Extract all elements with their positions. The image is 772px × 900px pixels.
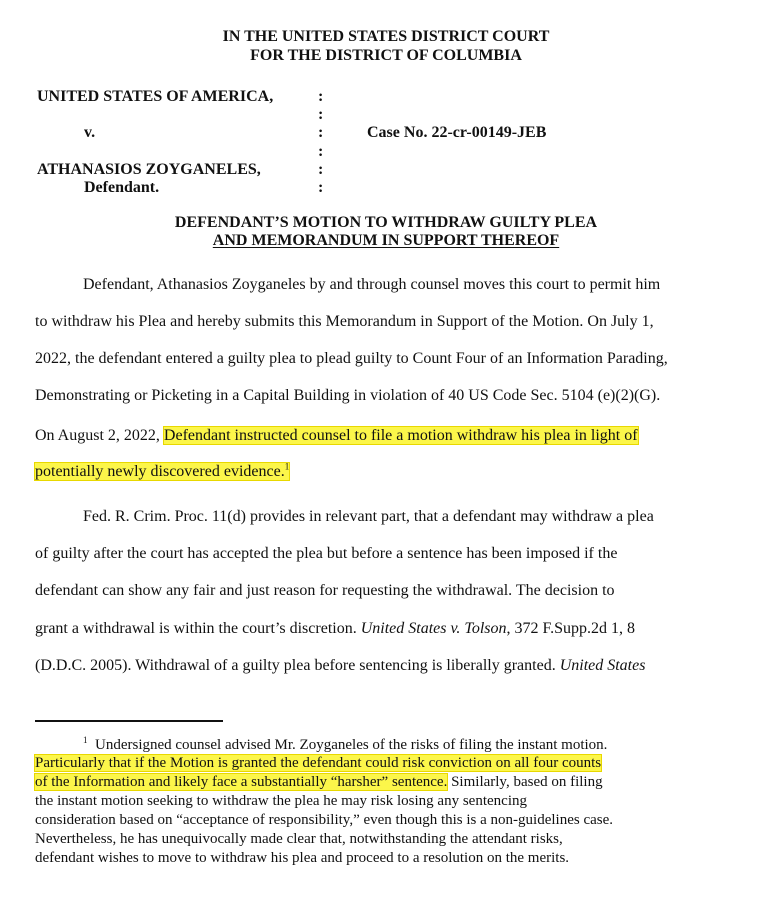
court-name-line2: FOR THE DISTRICT OF COLUMBIA [250, 47, 522, 64]
plaintiff-name: UNITED STATES OF AMERICA, [37, 88, 274, 105]
footnote-number: 1 [83, 735, 88, 745]
motion-title-line1: DEFENDANT’S MOTION TO WITHDRAW GUILTY PLEA [174, 214, 598, 231]
caption-colon: : [318, 161, 324, 178]
highlighted-text [35, 463, 289, 480]
defendant-role: Defendant. [84, 179, 160, 196]
case-citation: United States [559, 657, 646, 674]
caption-colon: : [318, 179, 324, 196]
defendant-name: ATHANASIOS ZOYGANELES, [37, 161, 261, 178]
footnote-line4: the instant motion seeking to withdraw the plea he may risk losing any sentencing [35, 793, 527, 809]
footnote-line7: defendant wishes to move to withdraw his plea and proceed to a resolution on the merits. [35, 850, 570, 866]
footnote-line2 [35, 755, 601, 772]
footnote-line1-text: Undersigned counsel advised Mr. Zoyganeles of the risks of filing the instant motion. [95, 737, 608, 753]
footnote-line3-text: Similarly, based on filing [447, 774, 603, 790]
paragraph2-line3: defendant can show any fair and just reason for requesting the withdrawal. The decision to [35, 582, 615, 599]
paragraph2-line4 [35, 620, 635, 638]
paragraph1-line1: Defendant, Athanasios Zoyganeles by and through counsel moves this court to permit him [83, 276, 661, 293]
paragraph1-line2: to withdraw his Plea and hereby submits this Memorandum in Support of the Motion. On July 1, [35, 313, 654, 330]
paragraph2-line1: Fed. R. Crim. Proc. 11(d) provides in relevant part, that a defendant may withdraw a plea [83, 508, 654, 525]
highlighted-text: Particularly that if the Motion is granted the defendant could risk conviction on all four counts [35, 755, 602, 771]
caption-colon: : [318, 88, 324, 105]
footnote-reference[interactable]: 1 [284, 461, 290, 472]
court-name-line1: IN THE UNITED STATES DISTRICT COURT [222, 28, 550, 45]
paragraph2-line5-text: (D.D.C. 2005). Withdrawal of a guilty plea before sentencing is liberally granted. [35, 657, 560, 674]
case-number: Case No. 22-cr-00149-JEB [367, 124, 547, 141]
caption-colon: : [318, 106, 324, 123]
footnote-line6: Nevertheless, he has unequivocally made clear that, notwithstanding the attendant risks, [35, 831, 563, 847]
paragraph2-line5 [35, 657, 645, 675]
case-citation: United States v. Tolson [360, 620, 507, 637]
versus: v. [84, 124, 96, 141]
caption-colon: : [318, 124, 324, 141]
paragraph1-line3: 2022, the defendant entered a guilty plea to plead guilty to Count Four of an Information Parading, [35, 350, 668, 367]
paragraph2-line2: of guilty after the court has accepted the plea but before a sentence has been imposed if the [35, 545, 618, 562]
paragraph1-line5 [35, 427, 638, 445]
highlighted-text-content: potentially newly discovered evidence. [35, 463, 285, 480]
footnote-line1 [83, 737, 607, 754]
highlighted-text: of the Information and likely face a substantially “harsher” sentence. [35, 774, 448, 790]
paragraph2-line4-cite: , 372 F.Supp.2d 1, 8 [506, 620, 635, 637]
highlighted-text: Defendant instructed counsel to file a motion withdraw his plea in light of [163, 427, 638, 444]
footnote-line5: consideration based on “acceptance of responsibility,” even though this is a non-guidelines case. [35, 812, 614, 828]
motion-title-line2: AND MEMORANDUM IN SUPPORT THEREOF [212, 232, 560, 249]
paragraph1-line6 [35, 463, 289, 481]
footnote-line3 [35, 774, 603, 791]
paragraph2-line4-text: grant a withdrawal is within the court’s discretion. [35, 620, 361, 637]
footnote-separator [35, 720, 223, 722]
paragraph1-line4: Demonstrating or Picketing in a Capital Building in violation of 40 US Code Sec. 5104 (e)(2)(G). [35, 387, 661, 404]
caption-colon: : [318, 143, 324, 160]
paragraph1-line5-text: On August 2, 2022, [35, 427, 164, 444]
